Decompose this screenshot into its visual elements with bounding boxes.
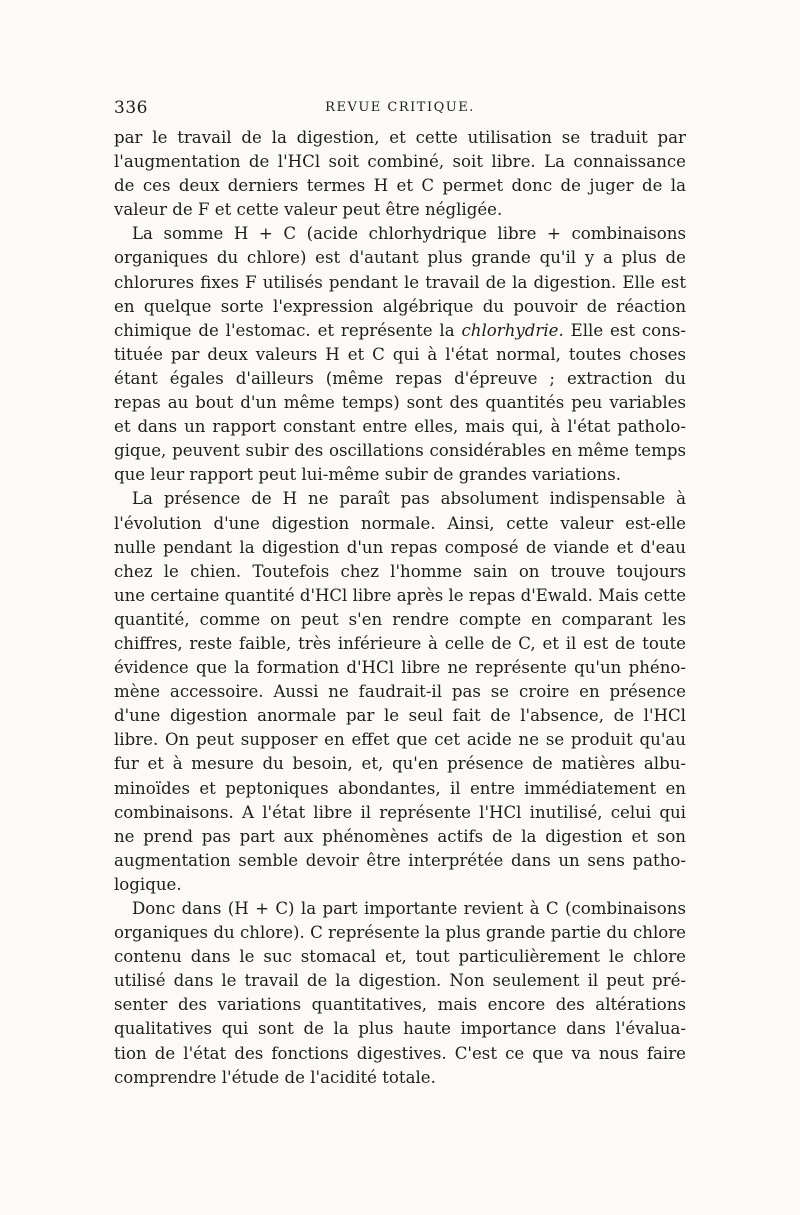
body-text [114, 126, 686, 1090]
text-line: minoïdes et peptoniques abondantes, il entre immédiatement en [114, 778, 686, 798]
text-line: La présence de H ne paraît pas absolument indispensable à [132, 489, 686, 509]
text-line: chez le chien. Toutefois chez l'homme sain on trouve toujours [114, 561, 686, 581]
text-line: chiffres, reste faible, très inférieure à celle de C, et il est de toute [114, 633, 686, 653]
text-line: tituée par deux valeurs H et C qui à l'état normal, toutes choses [114, 344, 686, 364]
text-line: organiques du chlore). C représente la plus grande partie du chlore [114, 923, 686, 943]
text-line: évidence que la formation d'HCl libre ne représente qu'un phéno- [114, 658, 686, 678]
text-line: quantité, comme on peut s'en rendre compte en comparant les [114, 609, 686, 629]
text-line: nulle pendant la digestion d'un repas composé de viande et d'eau [114, 537, 686, 557]
text-line: utilisé dans le travail de la digestion. Non seulement il peut pré- [114, 971, 686, 991]
text-line: La somme H + C (acide chlorhydrique libre + combinaisons [132, 224, 686, 244]
text-line: mène accessoire. Aussi ne faudrait-il pas se croire en présence [114, 682, 686, 702]
text-line: contenu dans le suc stomacal et, tout particulièrement le chlore [114, 947, 686, 967]
text-line: étant égales d'ailleurs (même repas d'épreuve ; extraction du [114, 368, 686, 388]
document-page [114, 98, 686, 1128]
text-line: que leur rapport peut lui-même subir de grandes variations. [114, 465, 621, 485]
text-line: repas au bout d'un même temps) sont des quantités peu variables [114, 393, 686, 413]
text-line: qualitatives qui sont de la plus haute importance dans l'évalua- [114, 1019, 686, 1039]
text-line: tion de l'état des fonctions digestives. C'est ce que va nous faire [114, 1043, 686, 1063]
italic-term: chlorhydrie. [461, 320, 564, 340]
text-line: d'une digestion anormale par le seul fait de l'absence, de l'HCl [114, 706, 686, 726]
text-line: de ces deux derniers termes H et C permet donc de juger de la [114, 176, 686, 196]
text-segment: chimique de l'estomac. et représente la [114, 320, 462, 340]
text-line: l'augmentation de l'HCl soit combiné, soit libre. La connaissance [114, 152, 686, 172]
text-line: en quelque sorte l'expression algébrique du pouvoir de réaction [114, 296, 686, 316]
text-line: une certaine quantité d'HCl libre après le repas d'Ewald. Mais cette [114, 585, 686, 605]
text-line: comprendre l'étude de l'acidité totale. [114, 1067, 436, 1087]
text-line: organiques du chlore) est d'autant plus grande qu'il y a plus de [114, 248, 686, 268]
text-line: chlorures fixes F utilisés pendant le travail de la digestion. Elle est [114, 272, 686, 292]
text-line: Donc dans (H + C) la part importante revient à C (combinaisons [132, 899, 686, 918]
text-line: ne prend pas part aux phénomènes actifs de la digestion et son [114, 826, 686, 846]
text-line: par le travail de la digestion, et cette utilisation se traduit par [114, 128, 686, 147]
text-line: augmentation semble devoir être interprétée dans un sens patho- [114, 850, 686, 870]
text-line: combinaisons. A l'état libre il représente l'HCl inutilisé, celui qui [114, 802, 686, 822]
running-head [114, 98, 686, 120]
text-line: valeur de F et cette valeur peut être négligée. [114, 200, 503, 220]
running-title: REVUE CRITIQUE. [325, 100, 475, 115]
text-segment: Elle est cons- [563, 320, 686, 340]
text-line: gique, peuvent subir des oscillations considérables en même temps [114, 441, 686, 461]
text-line: et dans un rapport constant entre elles, mais qui, à l'état patholo- [114, 417, 686, 437]
text-line: l'évolution d'une digestion normale. Ainsi, cette valeur est-elle [114, 513, 686, 533]
text-line: libre. On peut supposer en effet que cet acide ne se produit qu'au [114, 730, 686, 750]
text-line [114, 319, 686, 343]
text-line: senter des variations quantitatives, mais encore des altérations [114, 995, 686, 1015]
text-line: logique. [114, 874, 182, 894]
text-line: fur et à mesure du besoin, et, qu'en présence de matières albu- [114, 754, 686, 774]
page-number: 336 [114, 98, 148, 118]
